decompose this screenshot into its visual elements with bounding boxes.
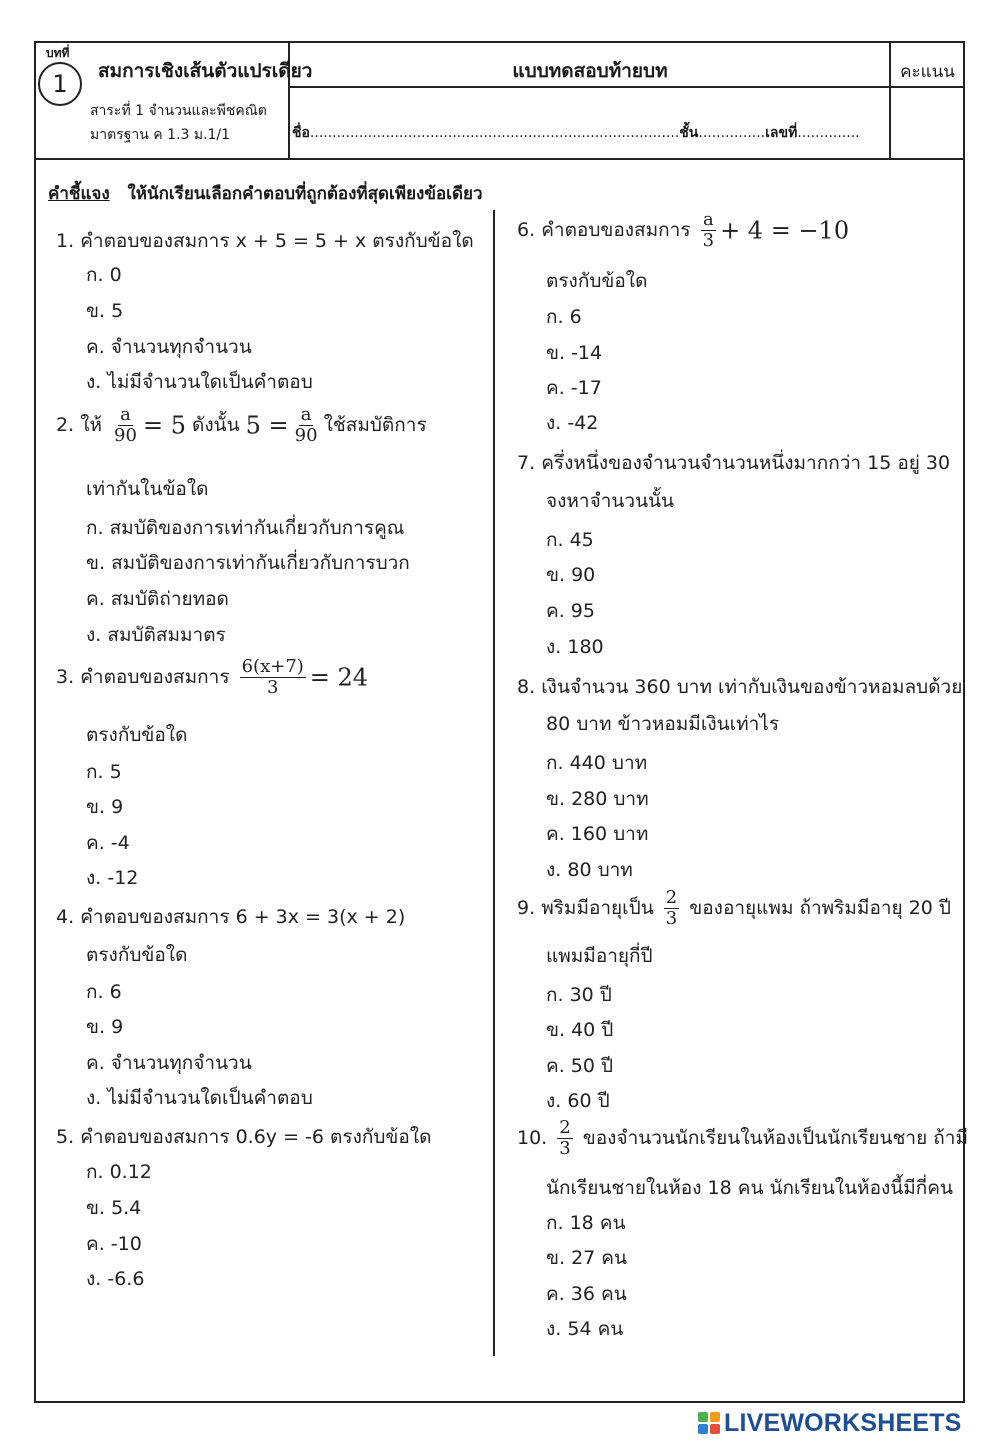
option-2-a[interactable]: ก. สมบัติของการเท่ากันเกี่ยวกับการคูณ <box>86 517 405 539</box>
header-divider <box>289 86 965 88</box>
question-9-line-2: แพมมีอายุกี่ปี <box>546 945 653 967</box>
question-10-line-2: นักเรียนชายในห้อง 18 คน นักเรียนในห้องนี้มีกี่คน <box>546 1177 953 1199</box>
question-8-line-2: 80 บาท ข้าวหอมมีเงินเท่าไร <box>546 713 780 735</box>
class-input[interactable]: ............... <box>698 125 766 141</box>
liveworksheets-brand[interactable] <box>698 1409 962 1437</box>
option-4-a[interactable]: ก. 6 <box>86 981 122 1003</box>
option-3-d[interactable]: ง. -12 <box>86 867 139 889</box>
option-2-c[interactable]: ค. สมบัติถ่ายทอด <box>86 588 229 610</box>
header-bottom-border <box>34 158 965 160</box>
liveworksheets-logo-icon <box>698 1412 720 1434</box>
question-8: 8. เงินจำนวน 360 บาท เท่ากับเงินของข้าวหอมลบด้วย <box>517 676 963 698</box>
option-4-d[interactable]: ง. ไม่มีจำนวนใดเป็นคำตอบ <box>86 1087 313 1109</box>
option-4-b[interactable]: ข. 9 <box>86 1016 124 1038</box>
question-7: 7. ครึ่งหนึ่งของจำนวนจำนวนหนึ่งมากกว่า 15 อยู่ 30 <box>517 452 951 474</box>
option-2-b[interactable]: ข. สมบัติของการเท่ากันเกี่ยวกับการบวก <box>86 552 410 574</box>
option-6-b[interactable]: ข. -14 <box>546 342 603 364</box>
instructions-label: คำชี้แจง <box>48 184 110 204</box>
option-1-b[interactable]: ข. 5 <box>86 300 124 322</box>
fraction: $\frac{a}{90}$ <box>294 404 318 446</box>
question-7-line-2: จงหาจำนวนนั้น <box>546 490 675 512</box>
chapter-label: บทที่ <box>46 46 70 60</box>
name-input[interactable]: ................................................................................... <box>309 125 680 141</box>
option-9-d[interactable]: ง. 60 ปี <box>546 1090 610 1112</box>
number-input[interactable]: .............. <box>797 125 860 141</box>
option-3-b[interactable]: ข. 9 <box>86 796 124 818</box>
question-4: 4. คำตอบของสมการ 6 + 3x = 3(x + 2) <box>56 906 406 928</box>
question-10: 10. $\frac{2}{3}$ ของจำนวนนักเรียนในห้องเป็นนักเรียนชาย ถ้ามี <box>517 1117 968 1159</box>
option-6-a[interactable]: ก. 6 <box>546 306 582 328</box>
option-7-a[interactable]: ก. 45 <box>546 529 594 551</box>
question-2: 2. ให้ $\frac{a}{90}$ = 5 ดังนั้น 5 = $\frac{a}{90}$ ใช้สมบัติการ <box>56 404 427 446</box>
column-separator <box>493 210 495 1356</box>
chapter-title: สมการเชิงเส้นตัวแปรเดียว <box>98 60 313 82</box>
option-10-c[interactable]: ค. 36 คน <box>546 1283 627 1305</box>
class-label: ชั้น <box>679 125 699 141</box>
question-2-line-2: เท่ากันในข้อใด <box>86 478 209 500</box>
option-1-c[interactable]: ค. จำนวนทุกจำนวน <box>86 336 252 358</box>
question-3-line-2: ตรงกับข้อใด <box>86 724 188 746</box>
option-9-c[interactable]: ค. 50 ปี <box>546 1055 614 1077</box>
name-label: ชื่อ <box>292 125 310 141</box>
option-3-a[interactable]: ก. 5 <box>86 761 122 783</box>
question-4-line-2: ตรงกับข้อใด <box>86 944 188 966</box>
option-8-b[interactable]: ข. 280 บาท <box>546 788 649 810</box>
strand-text: สาระที่ 1 จำนวนและพีชคณิต <box>90 103 267 119</box>
option-7-c[interactable]: ค. 95 <box>546 600 595 622</box>
option-8-a[interactable]: ก. 440 บาท <box>546 752 648 774</box>
fraction: $\frac{a}{90}$ <box>114 404 137 446</box>
fraction: $\frac{6(x+7)}{3}$ <box>241 656 304 698</box>
option-9-a[interactable]: ก. 30 ปี <box>546 984 612 1006</box>
number-label: เลขที่ <box>765 125 798 141</box>
option-1-a[interactable]: ก. 0 <box>86 264 122 286</box>
score-label: คะแนน <box>900 62 955 82</box>
option-6-c[interactable]: ค. -17 <box>546 377 602 399</box>
option-10-a[interactable]: ก. 18 คน <box>546 1212 626 1234</box>
option-10-d[interactable]: ง. 54 คน <box>546 1318 624 1340</box>
chapter-number-badge: 1 <box>38 62 82 106</box>
question-6-line-2: ตรงกับข้อใด <box>546 270 648 292</box>
option-5-c[interactable]: ค. -10 <box>86 1233 142 1255</box>
option-7-b[interactable]: ข. 90 <box>546 564 596 586</box>
instructions <box>48 180 483 207</box>
option-2-d[interactable]: ง. สมบัติสมมาตร <box>86 624 226 646</box>
question-3: 3. คำตอบของสมการ $\frac{6(x+7)}{3}$ = 24 <box>56 656 369 698</box>
question-1: 1. คำตอบของสมการ x + 5 = 5 + x ตรงกับข้อใด <box>56 230 474 252</box>
instructions-text: ให้นักเรียนเลือกคำตอบที่ถูกต้องที่สุดเพียงข้อเดียว <box>127 184 483 204</box>
question-6: 6. คำตอบของสมการ $\frac{a}{3}$ + 4 = −10 <box>517 209 850 251</box>
option-10-b[interactable]: ข. 27 คน <box>546 1247 627 1269</box>
option-7-d[interactable]: ง. 180 <box>546 636 604 658</box>
brand-name: LIVEWORKSHEETS <box>724 1408 962 1437</box>
question-5: 5. คำตอบของสมการ 0.6y = -6 ตรงกับข้อใด <box>56 1126 432 1148</box>
option-6-d[interactable]: ง. -42 <box>546 412 599 434</box>
fraction: $\frac{2}{3}$ <box>559 1117 571 1159</box>
option-8-c[interactable]: ค. 160 บาท <box>546 823 649 845</box>
option-5-a[interactable]: ก. 0.12 <box>86 1161 152 1183</box>
option-8-d[interactable]: ง. 80 บาท <box>546 859 633 881</box>
standard-text: มาตรฐาน ค 1.3 ม.1/1 <box>90 127 231 143</box>
test-title: แบบทดสอบท้ายบท <box>512 60 668 82</box>
student-info-row <box>292 122 860 144</box>
fraction: $\frac{a}{3}$ <box>702 209 715 251</box>
option-5-b[interactable]: ข. 5.4 <box>86 1197 142 1219</box>
question-9: 9. พริมมีอายุเป็น $\frac{2}{3}$ ของอายุแพม ถ้าพริมมีอายุ 20 ปี <box>517 887 951 929</box>
option-9-b[interactable]: ข. 40 ปี <box>546 1019 614 1041</box>
fraction: $\frac{2}{3}$ <box>665 887 678 929</box>
option-1-d[interactable]: ง. ไม่มีจำนวนใดเป็นคำตอบ <box>86 371 313 393</box>
option-4-c[interactable]: ค. จำนวนทุกจำนวน <box>86 1052 252 1074</box>
option-3-c[interactable]: ค. -4 <box>86 832 130 854</box>
option-5-d[interactable]: ง. -6.6 <box>86 1268 145 1290</box>
